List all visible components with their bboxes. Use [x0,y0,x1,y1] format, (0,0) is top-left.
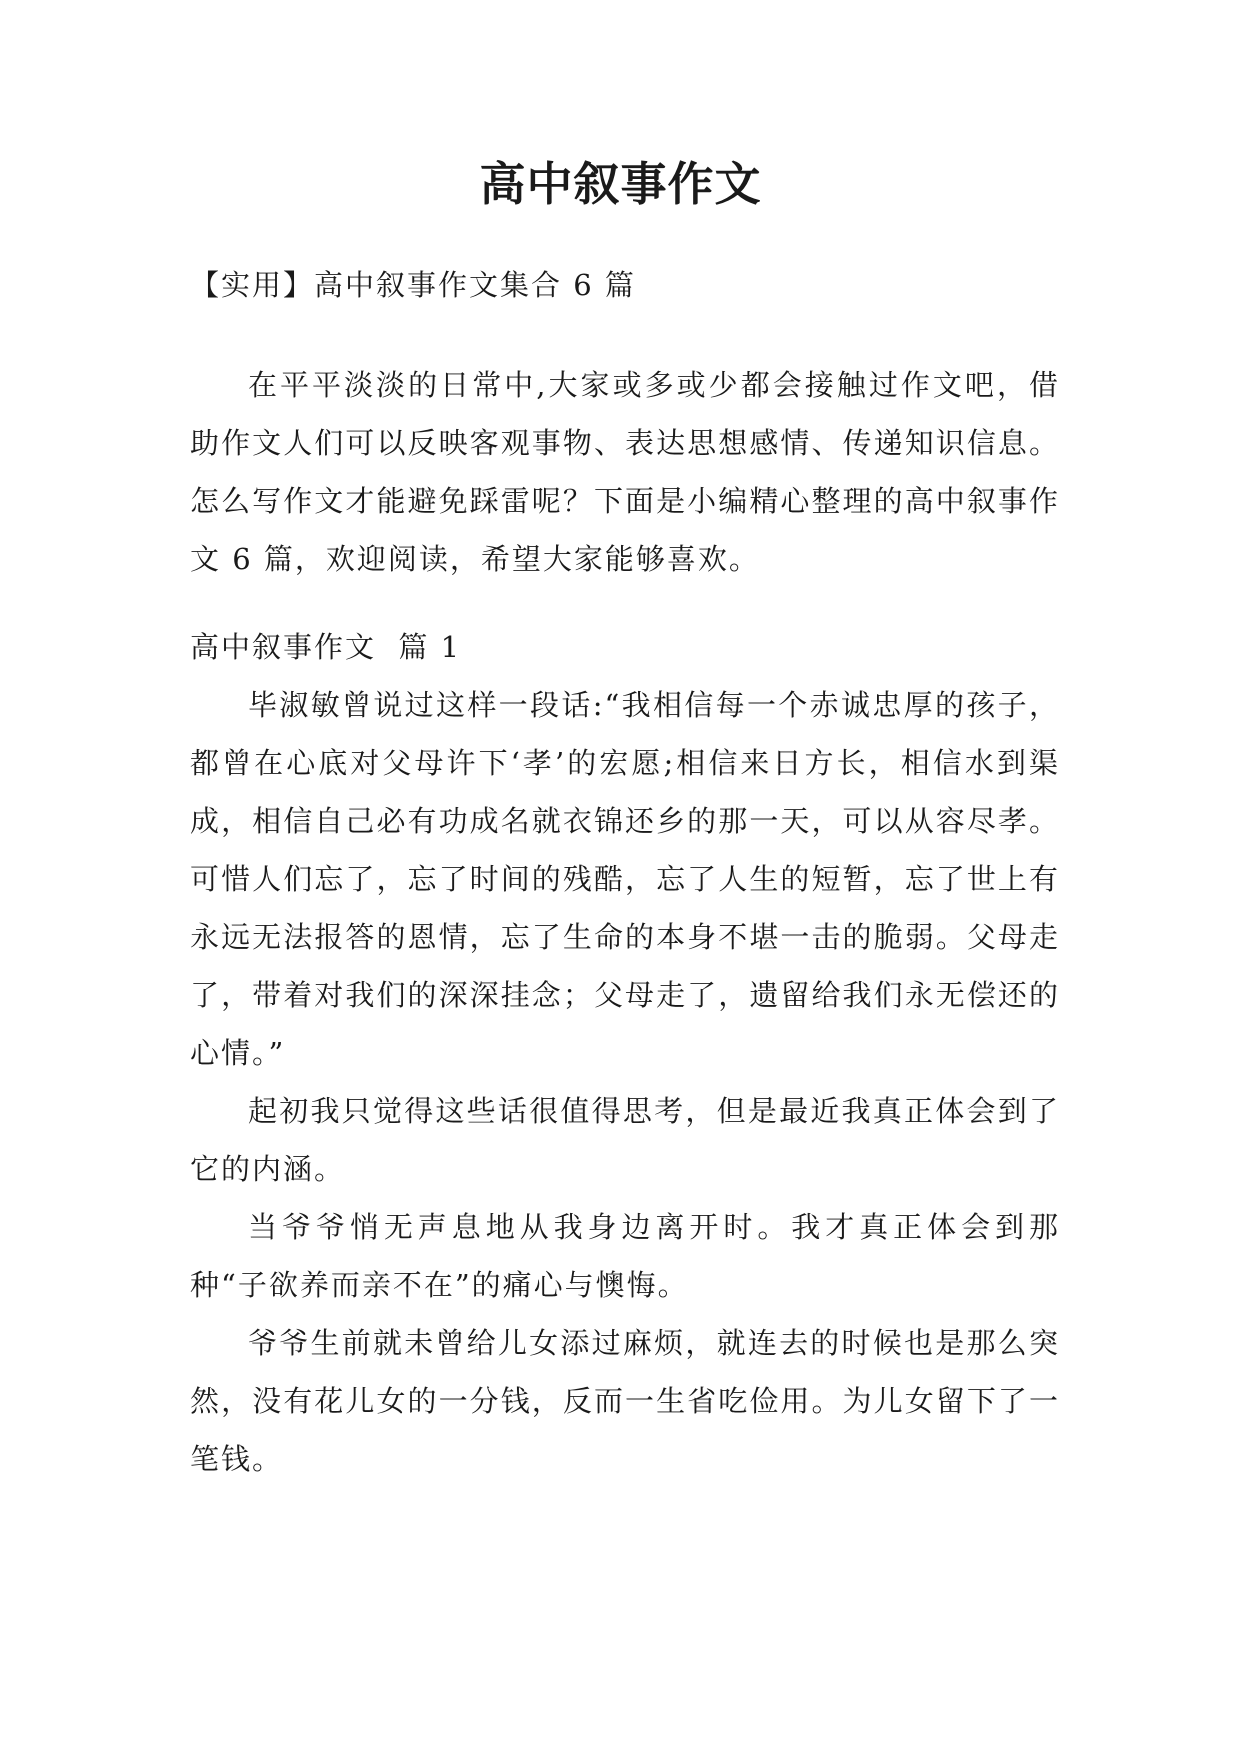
intro-text: 在平平淡淡的日常中,大家或多或少都会接触过作文吧，借助作文人们可以反映客观事物、表达思想感情、传递知识信息。怎么写作文才能避免踩雷呢？下面是小编精心整理的高中叙事作文 6 篇，欢迎阅读，希望大家能够喜欢。 [190,368,1060,576]
subtitle-text: 【实用】高中叙事作文集合 6 篇 [190,268,636,302]
body-paragraph: 当爷爷悄无声息地从我身边离开时。我才真正体会到那种“子欲养而亲不在”的痛心与懊悔。 [190,1210,1060,1302]
intro-paragraph [190,356,1060,588]
document-subtitle [190,256,1060,314]
body-paragraph: 爷爷生前就未曾给儿女添过麻烦，就连去的时候也是那么突然，没有花儿女的一分钱，反而一生省吃俭用。为儿女留下了一笔钱。 [190,1326,1060,1476]
body-paragraph: 毕淑敏曾说过这样一段话:“我相信每一个赤诚忠厚的孩子，都曾在心底对父母许下‘孝’的宏愿;相信来日方长，相信水到渠成，相信自己必有功成名就衣锦还乡的那一天，可以从容尽孝。可惜人们忘了，忘了时间的残酷，忘了人生的短暂，忘了世上有永远无法报答的恩情，忘了生命的本身不堪一击的脆弱。父母走了，带着对我们的深深挂念；父母走了，遗留给我们永无偿还的心情。” [190,688,1060,1070]
section-heading: 高中叙事作文 篇 1 [190,630,462,664]
document-title: 高中叙事作文 [479,157,762,211]
body-paragraph: 起初我只觉得这些话很值得思考，但是最近我真正体会到了它的内涵。 [190,1094,1060,1186]
section-1 [190,618,1060,1488]
